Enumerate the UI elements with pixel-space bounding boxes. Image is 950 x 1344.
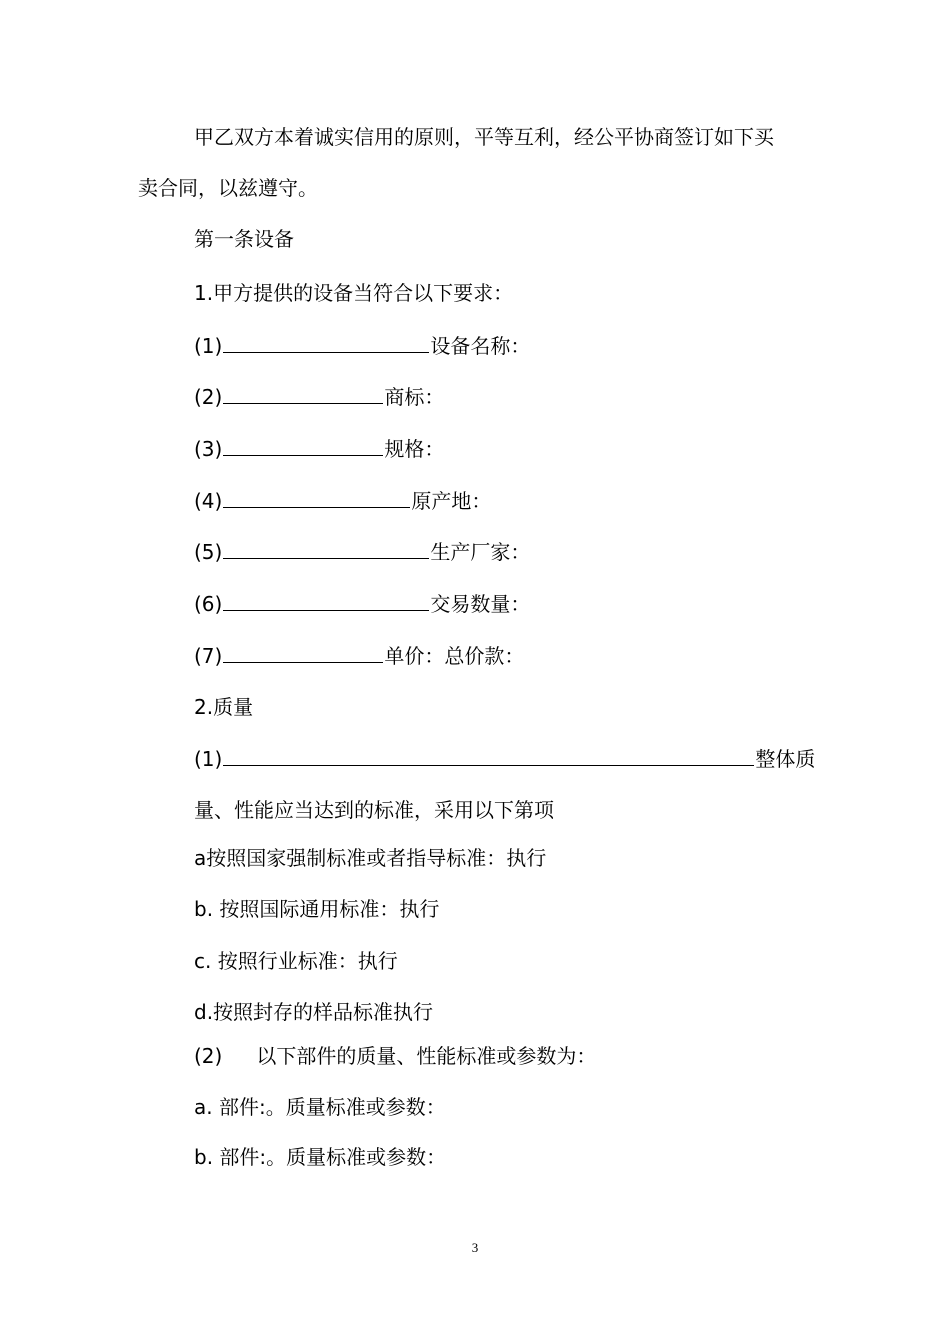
item-text: 以下部件的质量、性能标准或参数为： (256, 1044, 597, 1068)
equipment-item-1 (194, 333, 530, 359)
equipment-item-6 (194, 591, 530, 617)
item-label: 原产地： (411, 489, 492, 513)
section-2-title: 2.质量 (194, 695, 254, 719)
equipment-item-3 (194, 436, 444, 462)
section-1-title: 1.甲方提供的设备当符合以下要求： (194, 281, 514, 305)
quality-item-1 (194, 746, 815, 772)
item-number: (1) (194, 747, 223, 771)
item-number: (1) (194, 334, 223, 358)
fill-blank (223, 644, 383, 663)
item-number: (2) (194, 1044, 223, 1068)
item-number: (5) (194, 540, 223, 564)
fill-blank (223, 540, 429, 559)
quality-option-a: a按照国家强制标准或者指导标准：执行 (194, 846, 547, 870)
item-number: (2) (194, 385, 223, 409)
item-label: 商标： (384, 385, 445, 409)
item-number: (3) (194, 437, 223, 461)
item-label: 生产厂家： (430, 540, 531, 564)
part-a: a. 部件:。质量标准或参数： (194, 1095, 446, 1119)
quality-item-1-continued: 量、性能应当达到的标准，采用以下第项 (194, 798, 554, 822)
fill-blank (223, 592, 429, 611)
equipment-item-7 (194, 643, 524, 669)
fill-blank (223, 334, 429, 353)
item-number: (4) (194, 489, 223, 513)
quality-option-c: c. 按照行业标准：执行 (194, 949, 398, 973)
intro-line-2: 卖合同，以兹遵守。 (138, 176, 318, 200)
fill-blank (223, 437, 383, 456)
item-label: 交易数量： (430, 592, 531, 616)
fill-blank (223, 747, 754, 766)
item-tail: 整体质 (755, 747, 816, 771)
intro-line-1: 甲乙双方本着诚实信用的原则，平等互利，经公平协商签订如下买 (194, 125, 774, 149)
fill-blank (223, 489, 410, 508)
item-label: 设备名称： (430, 334, 531, 358)
equipment-item-4 (194, 488, 491, 514)
article-1-title: 第一条设备 (194, 227, 294, 251)
quality-option-d: d.按照封存的样品标准执行 (194, 1000, 434, 1024)
item-number: (7) (194, 644, 223, 668)
equipment-item-2 (194, 384, 444, 410)
part-b: b. 部件:。质量标准或参数： (194, 1145, 447, 1169)
fill-blank (223, 385, 383, 404)
quality-item-2 (194, 1043, 596, 1069)
item-number: (6) (194, 592, 223, 616)
equipment-item-5 (194, 539, 530, 565)
item-label: 单价：总价款： (384, 644, 525, 668)
quality-option-b: b. 按照国际通用标准：执行 (194, 897, 440, 921)
item-label: 规格： (384, 437, 445, 461)
page-number: 3 (471, 1240, 479, 1255)
